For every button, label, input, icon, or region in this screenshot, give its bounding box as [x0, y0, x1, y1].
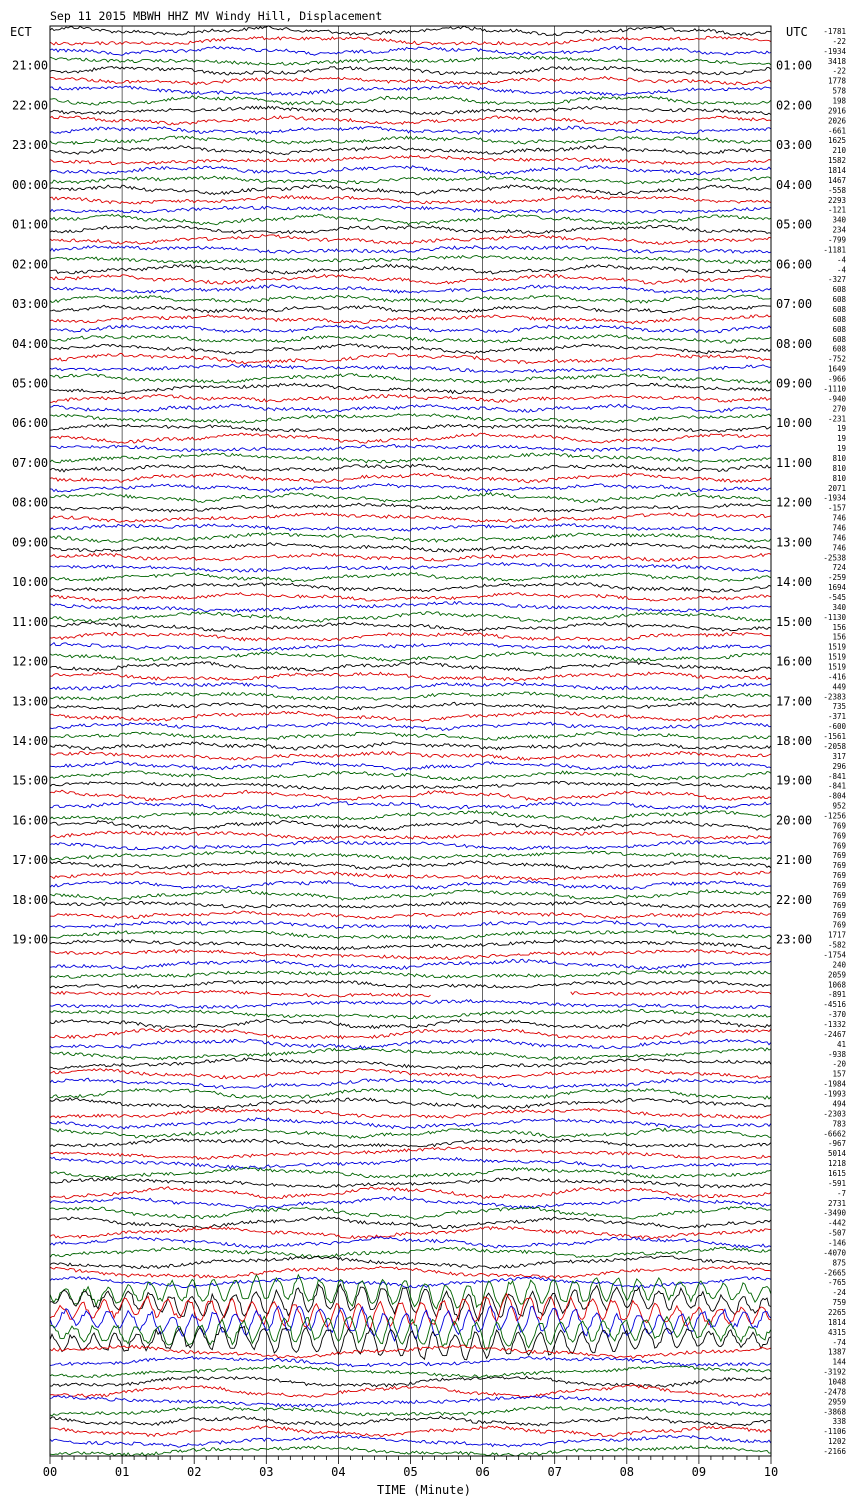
- trace-offset-label: 608: [832, 344, 846, 354]
- trace-offset-label: 769: [832, 920, 846, 930]
- right-axis-label: UTC: [786, 25, 808, 39]
- trace-offset-label: -1984: [823, 1079, 846, 1089]
- right-hour-label: 06:00: [776, 257, 813, 272]
- trace-offset-label: -582: [827, 940, 846, 950]
- trace-offset-label: -1110: [823, 384, 846, 394]
- trace-offset-label: 769: [832, 910, 846, 920]
- trace-offset-label: -157: [827, 503, 846, 513]
- trace-offset-label: -558: [827, 185, 846, 195]
- trace-offset-label: 1814: [827, 1317, 846, 1327]
- trace-offset-label: -966: [827, 374, 846, 384]
- trace-offset-label: -24: [832, 1288, 846, 1298]
- trace-offset-label: 1519: [827, 642, 846, 652]
- trace-offset-label: 952: [832, 801, 846, 811]
- trace-offset-label: 270: [832, 404, 846, 414]
- trace-offset-label: 1814: [827, 166, 846, 175]
- trace-offset-label: -1561: [823, 732, 846, 741]
- trace-offset-label: 608: [832, 305, 846, 314]
- trace-offset-label: -799: [827, 235, 846, 245]
- trace-offset-label: 746: [832, 513, 846, 523]
- trace-offset-label: -1130: [823, 612, 846, 622]
- trace-offset-label: 1068: [827, 980, 846, 990]
- trace-offset-label: 608: [832, 285, 846, 295]
- trace-offset-label: 340: [832, 602, 846, 612]
- trace-offset-label: 156: [832, 632, 846, 642]
- trace-offset-label: -1993: [823, 1089, 846, 1099]
- trace-offset-label: 1582: [827, 156, 846, 166]
- right-hour-label: 17:00: [776, 694, 813, 709]
- trace-offset-label: -940: [827, 394, 846, 404]
- trace-offset-label: -804: [827, 791, 846, 801]
- trace-offset-label: 2265: [827, 1308, 846, 1317]
- trace-offset-label: 338: [832, 1417, 846, 1427]
- trace-offset-label: -3490: [823, 1208, 846, 1218]
- trace-offset-label: 1387: [827, 1347, 846, 1357]
- left-hour-label: 06:00: [12, 416, 49, 431]
- trace-offset-label: 4315: [827, 1327, 846, 1337]
- left-hour-label: 11:00: [12, 614, 49, 629]
- trace-offset-label: -370: [827, 1010, 846, 1020]
- trace-offset-label: 19: [836, 434, 846, 444]
- trace-offset-label: -2383: [823, 692, 846, 702]
- trace-offset-label: 1649: [827, 364, 846, 374]
- trace-offset-label: -507: [827, 1228, 846, 1238]
- left-hour-label: 12:00: [12, 654, 49, 669]
- left-hour-label: 21:00: [12, 58, 49, 73]
- trace-offset-label: -6662: [823, 1129, 846, 1139]
- trace-offset-label: 810: [832, 463, 846, 473]
- trace-offset-label: -2467: [823, 1030, 846, 1039]
- trace-offset-label: -1781: [823, 27, 846, 36]
- x-tick-label: 08: [619, 1465, 635, 1479]
- trace-offset-label: 1778: [827, 76, 846, 86]
- trace-offset-label: 19: [836, 424, 846, 434]
- trace-offset-label: -22: [832, 66, 846, 76]
- right-hour-label: 07:00: [776, 297, 813, 312]
- left-hour-label: 14:00: [12, 734, 49, 748]
- trace-offset-label: -442: [827, 1218, 846, 1228]
- trace-offset-label: 746: [832, 543, 846, 553]
- trace-offset-label: -2665: [823, 1268, 846, 1278]
- trace-offset-label: 3418: [827, 56, 846, 66]
- x-tick-label: 09: [691, 1465, 707, 1479]
- trace-offset-label: 210: [832, 146, 846, 156]
- trace-offset-label: 810: [832, 473, 846, 483]
- trace-offset-label: 1694: [827, 583, 846, 593]
- right-hour-label: 03:00: [776, 138, 813, 153]
- trace-offset-label: -967: [827, 1139, 846, 1149]
- trace-offset-label: 735: [832, 702, 846, 712]
- trace-offset-label: 198: [832, 96, 846, 106]
- trace-offset-label: 1218: [827, 1159, 846, 1168]
- trace-offset-label: -2303: [823, 1109, 846, 1119]
- left-hour-label: 07:00: [12, 455, 49, 470]
- right-hour-label: 20:00: [776, 813, 813, 828]
- trace-offset-label: -1106: [823, 1427, 846, 1437]
- left-hour-label: 17:00: [12, 853, 49, 868]
- right-hour-label: 08:00: [776, 336, 813, 351]
- trace-offset-label: 41: [836, 1039, 846, 1049]
- trace-offset-label: -416: [827, 672, 846, 682]
- trace-offset-label: 2026: [827, 116, 846, 126]
- right-hour-label: 11:00: [776, 455, 813, 470]
- trace-offset-label: -4070: [823, 1248, 846, 1258]
- trace-offset-label: -841: [827, 781, 846, 791]
- x-tick-label: 10: [763, 1465, 779, 1479]
- trace-offset-label: 769: [832, 831, 846, 841]
- left-hour-label: 19:00: [12, 932, 49, 947]
- trace-offset-label: -2058: [823, 742, 846, 751]
- chart-title: Sep 11 2015 MBWH HHZ MV Windy Hill, Displacement: [50, 9, 383, 23]
- trace-offset-label: -1181: [823, 245, 846, 255]
- trace-offset-label: -545: [827, 593, 846, 602]
- trace-offset-label: -3192: [823, 1367, 846, 1377]
- trace-offset-label: 1202: [827, 1437, 846, 1447]
- x-tick-label: 00: [42, 1465, 58, 1479]
- left-hour-label: 09:00: [12, 535, 49, 550]
- trace-offset-label: -327: [827, 275, 846, 285]
- trace-offset-label: 2731: [827, 1198, 846, 1208]
- x-tick-label: 01: [114, 1465, 130, 1479]
- trace-offset-label: 769: [832, 821, 846, 831]
- trace-offset-label: 2959: [827, 1397, 846, 1407]
- trace-offset-label: 2916: [827, 106, 846, 116]
- right-hour-label: 14:00: [776, 575, 813, 590]
- x-tick-label: 07: [547, 1465, 562, 1479]
- trace-offset-label: -1256: [823, 811, 846, 821]
- right-hour-label: 12:00: [776, 495, 813, 510]
- trace-offset-label: 156: [832, 622, 846, 632]
- right-hour-label: 23:00: [776, 932, 813, 947]
- left-hour-label: 02:00: [12, 257, 49, 272]
- trace-offset-label: 157: [832, 1069, 846, 1079]
- right-hour-label: 01:00: [776, 58, 813, 73]
- right-hour-label: 18:00: [776, 734, 813, 748]
- trace-offset-label: 144: [832, 1357, 846, 1367]
- trace-offset-label: 296: [832, 761, 846, 771]
- right-hour-label: 13:00: [776, 535, 813, 550]
- left-hour-label: 03:00: [12, 297, 49, 312]
- right-hour-label: 16:00: [776, 654, 813, 669]
- left-hour-label: 22:00: [12, 98, 49, 113]
- trace-offset-label: -2478: [823, 1387, 846, 1397]
- trace-offset-label: -20: [832, 1059, 846, 1069]
- trace-offset-label: -765: [827, 1278, 846, 1288]
- trace-offset-label: -661: [827, 126, 846, 136]
- trace-offset-label: 1519: [827, 652, 846, 662]
- trace-offset-label: -1934: [823, 493, 846, 503]
- trace-offset-label: 494: [832, 1099, 846, 1109]
- trace-offset-label: 810: [832, 454, 846, 463]
- trace-offset-label: 875: [832, 1258, 846, 1268]
- trace-offset-label: -591: [827, 1178, 846, 1188]
- right-hour-label: 10:00: [776, 416, 813, 431]
- trace-offset-label: -4516: [823, 1000, 846, 1010]
- x-axis-title: TIME (Minute): [377, 1483, 471, 1497]
- left-hour-label: 15:00: [12, 773, 49, 788]
- trace-offset-label: -1754: [823, 950, 846, 960]
- trace-offset-label: -146: [827, 1238, 846, 1248]
- right-hour-label: 19:00: [776, 773, 813, 788]
- left-hour-label: 18:00: [12, 892, 49, 907]
- trace-offset-label: 2071: [827, 483, 846, 493]
- trace-offset-label: 340: [832, 215, 846, 225]
- left-hour-label: 10:00: [12, 575, 49, 590]
- trace-offset-label: -938: [827, 1049, 846, 1059]
- trace-offset-label: -891: [827, 990, 846, 1000]
- trace-offset-label: 608: [832, 324, 846, 334]
- left-hour-label: 05:00: [12, 376, 49, 391]
- trace-offset-label: -600: [827, 722, 846, 732]
- right-hour-label: 21:00: [776, 853, 813, 868]
- trace-offset-label: 769: [832, 890, 846, 900]
- trace-offset-label: 769: [832, 851, 846, 861]
- trace-offset-label: 1717: [827, 930, 846, 940]
- left-hour-label: 01:00: [12, 217, 49, 232]
- trace-offset-label: 608: [832, 295, 846, 305]
- trace-offset-label: 5014: [827, 1149, 846, 1159]
- trace-offset-label: 449: [832, 682, 846, 692]
- left-hour-label: 08:00: [12, 495, 49, 510]
- right-hour-label: 09:00: [776, 376, 813, 391]
- right-hour-label: 22:00: [776, 892, 813, 907]
- trace-offset-label: 769: [832, 861, 846, 871]
- trace-offset-label: 1615: [827, 1169, 846, 1178]
- trace-offset-label: 1519: [827, 662, 846, 672]
- trace-offset-label: -259: [827, 573, 846, 583]
- trace-offset-label: 1625: [827, 136, 846, 146]
- trace-offset-label: 746: [832, 533, 846, 543]
- right-hour-label: 15:00: [776, 614, 813, 629]
- trace-offset-label: 783: [832, 1119, 846, 1129]
- trace-offset-label: 1048: [827, 1377, 846, 1387]
- trace-offset-label: 317: [832, 751, 846, 761]
- trace-offset-label: 724: [832, 563, 846, 573]
- trace-offset-label: -74: [832, 1337, 846, 1347]
- trace-offset-label: 2059: [827, 970, 846, 980]
- right-hour-label: 02:00: [776, 98, 813, 113]
- trace-offset-label: -752: [827, 354, 846, 364]
- left-hour-label: 04:00: [12, 336, 49, 351]
- trace-offset-label: 608: [832, 334, 846, 344]
- trace-offset-label: 746: [832, 523, 846, 533]
- x-tick-label: 02: [186, 1465, 202, 1479]
- left-hour-label: 13:00: [12, 694, 49, 709]
- trace-offset-label: -1934: [823, 46, 846, 56]
- trace-offset-label: 19: [836, 444, 846, 453]
- trace-offset-label: 2293: [827, 195, 846, 205]
- trace-offset-label: -4: [836, 255, 846, 265]
- trace-offset-label: 769: [832, 881, 846, 890]
- trace-offset-label: -231: [827, 414, 846, 424]
- trace-offset-label: 240: [832, 960, 846, 970]
- left-hour-label: 23:00: [12, 138, 49, 153]
- x-tick-label: 06: [475, 1465, 490, 1479]
- trace-offset-label: -121: [827, 205, 846, 215]
- trace-offset-label: -4: [836, 265, 846, 275]
- x-tick-label: 05: [403, 1465, 418, 1479]
- trace-offset-label: 578: [832, 86, 846, 96]
- trace-offset-label: -841: [827, 771, 846, 781]
- trace-offset-label: 769: [832, 841, 846, 851]
- trace-offset-label: 608: [832, 315, 846, 324]
- x-tick-label: 03: [259, 1465, 274, 1479]
- left-axis-label: ECT: [10, 25, 32, 39]
- trace-offset-label: -7: [836, 1188, 846, 1198]
- x-tick-label: 04: [331, 1465, 346, 1479]
- right-hour-label: 05:00: [776, 217, 813, 232]
- trace-offset-label: -22: [832, 36, 846, 46]
- left-hour-label: 00:00: [12, 177, 49, 192]
- trace-offset-label: 759: [832, 1298, 846, 1308]
- right-hour-label: 04:00: [776, 177, 813, 192]
- trace-offset-label: 769: [832, 871, 846, 881]
- trace-offset-label: -2538: [823, 553, 846, 563]
- trace-offset-label: -1332: [823, 1020, 846, 1029]
- trace-offset-label: 769: [832, 900, 846, 910]
- trace-offset-label: 234: [832, 225, 846, 235]
- trace-offset-label: -3868: [823, 1407, 846, 1417]
- trace-offset-label: -371: [827, 712, 846, 722]
- left-hour-label: 16:00: [12, 813, 49, 828]
- trace-offset-label: -2166: [823, 1447, 846, 1456]
- trace-offset-label: 1467: [827, 175, 846, 185]
